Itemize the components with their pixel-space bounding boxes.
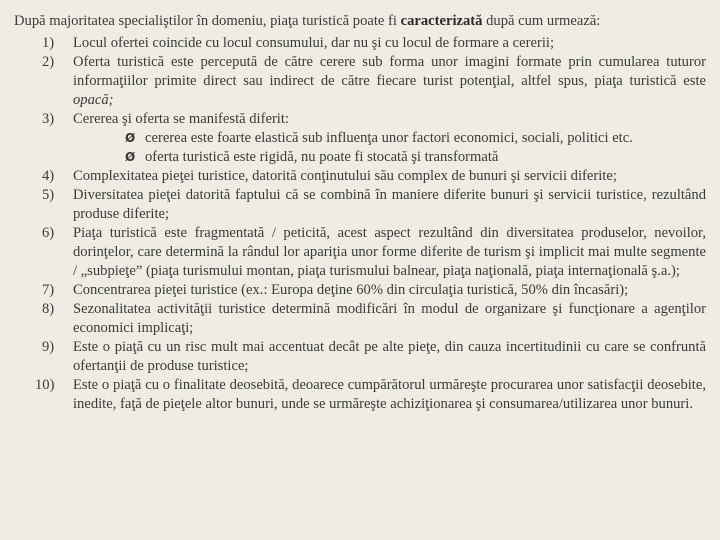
intro-text-after: după cum urmează: [482, 13, 601, 29]
item-text: Cererea şi oferta se manifestă diferit: [73, 111, 289, 127]
arrow-bullet-icon: Ø [125, 150, 136, 164]
list-item [14, 338, 706, 376]
arrow-bullet-icon: Ø [125, 131, 136, 145]
item-number: 1) [42, 35, 55, 51]
item-text: Locul ofertei coincide cu locul consumului, dar nu şi cu locul de formare a cererii; [73, 35, 555, 51]
item-text: Piaţa turistică este fragmentată / peticită, acest aspect rezultând din diversitatea produselor, nevoilor, dorinţelor, care determină la rândul lor apariţia unor forme diferite de turism şi implicit mai multe segmente / „subpieţe” (piaţa turismului montan, piaţa turismului balnear, piaţa naţională, piaţa internaţională ş.a.); [73, 225, 706, 279]
sub-list-item [14, 148, 706, 167]
list-item [14, 53, 706, 110]
sub-list-item [14, 129, 706, 148]
list-item [14, 376, 706, 414]
item-number: 6) [42, 225, 55, 241]
item-text: Este o piaţă cu o finalitate deosebită, deoarece cumpărătorul urmăreşte procurarea unor satisfacţii deosebite, inedite, faţă de pieţele altor bunuri, unde se urmăreşte achiziţionarea şi consumarea/utilizarea unor bunuri. [73, 377, 706, 412]
item-text: Este o piaţă cu un risc mult mai accentuat decât pe alte pieţe, din cauza incertitudinii cu care se confruntă ofertanţii de produse turistice; [73, 339, 706, 374]
intro-bold-word: caracterizată [400, 13, 483, 29]
item-number: 5) [42, 187, 55, 203]
item-number: 9) [42, 339, 55, 355]
sub-item-text: oferta turistică este rigidă, nu poate fi stocată şi transformată [145, 149, 499, 165]
sub-item-text: cererea este foarte elastică sub influenţa unor factori economici, sociali, politici etc. [145, 130, 633, 146]
list-item [14, 167, 706, 186]
item-number: 2) [42, 54, 55, 70]
characteristics-list [14, 34, 706, 414]
item-italic-text: opacă; [73, 92, 114, 108]
list-item [14, 281, 706, 300]
intro-paragraph [14, 12, 706, 31]
list-item [14, 34, 706, 53]
list-item [14, 110, 706, 129]
list-item [14, 186, 706, 224]
item-number: 8) [42, 301, 55, 317]
item-text: Concentrarea pieţei turistice (ex.: Europa deţine 60% din circulaţia turistică, 50% din încasări); [73, 282, 629, 298]
item-number: 7) [42, 282, 55, 298]
intro-text-before: După majoritatea specialiştilor în domeniu, piaţa turistică poate fi [14, 13, 401, 29]
item-text: Complexitatea pieţei turistice, datorită conţinutului său complex de bunuri şi servicii diferite; [73, 168, 617, 184]
item-text: Diversitatea pieţei datorită faptului că se combină în maniere diferite bunuri şi servicii turistice, rezultând produse diferite; [73, 187, 706, 222]
item-text: Sezonalitatea activităţii turistice determină modificări în modul de organizare şi funcţionare a agenţilor economici implicaţi; [73, 301, 706, 336]
item-number: 4) [42, 168, 55, 184]
list-item [14, 224, 706, 281]
item-number: 10) [35, 377, 55, 393]
item-number: 3) [42, 111, 55, 127]
item-text: Oferta turistică este percepută de către cerere sub forma unor imagini formate prin cumularea tuturor informaţiilor primite direct sau indirect de către fiecare turist potenţial, altfel spus, piaţa turistică este [73, 54, 706, 89]
list-item [14, 300, 706, 338]
